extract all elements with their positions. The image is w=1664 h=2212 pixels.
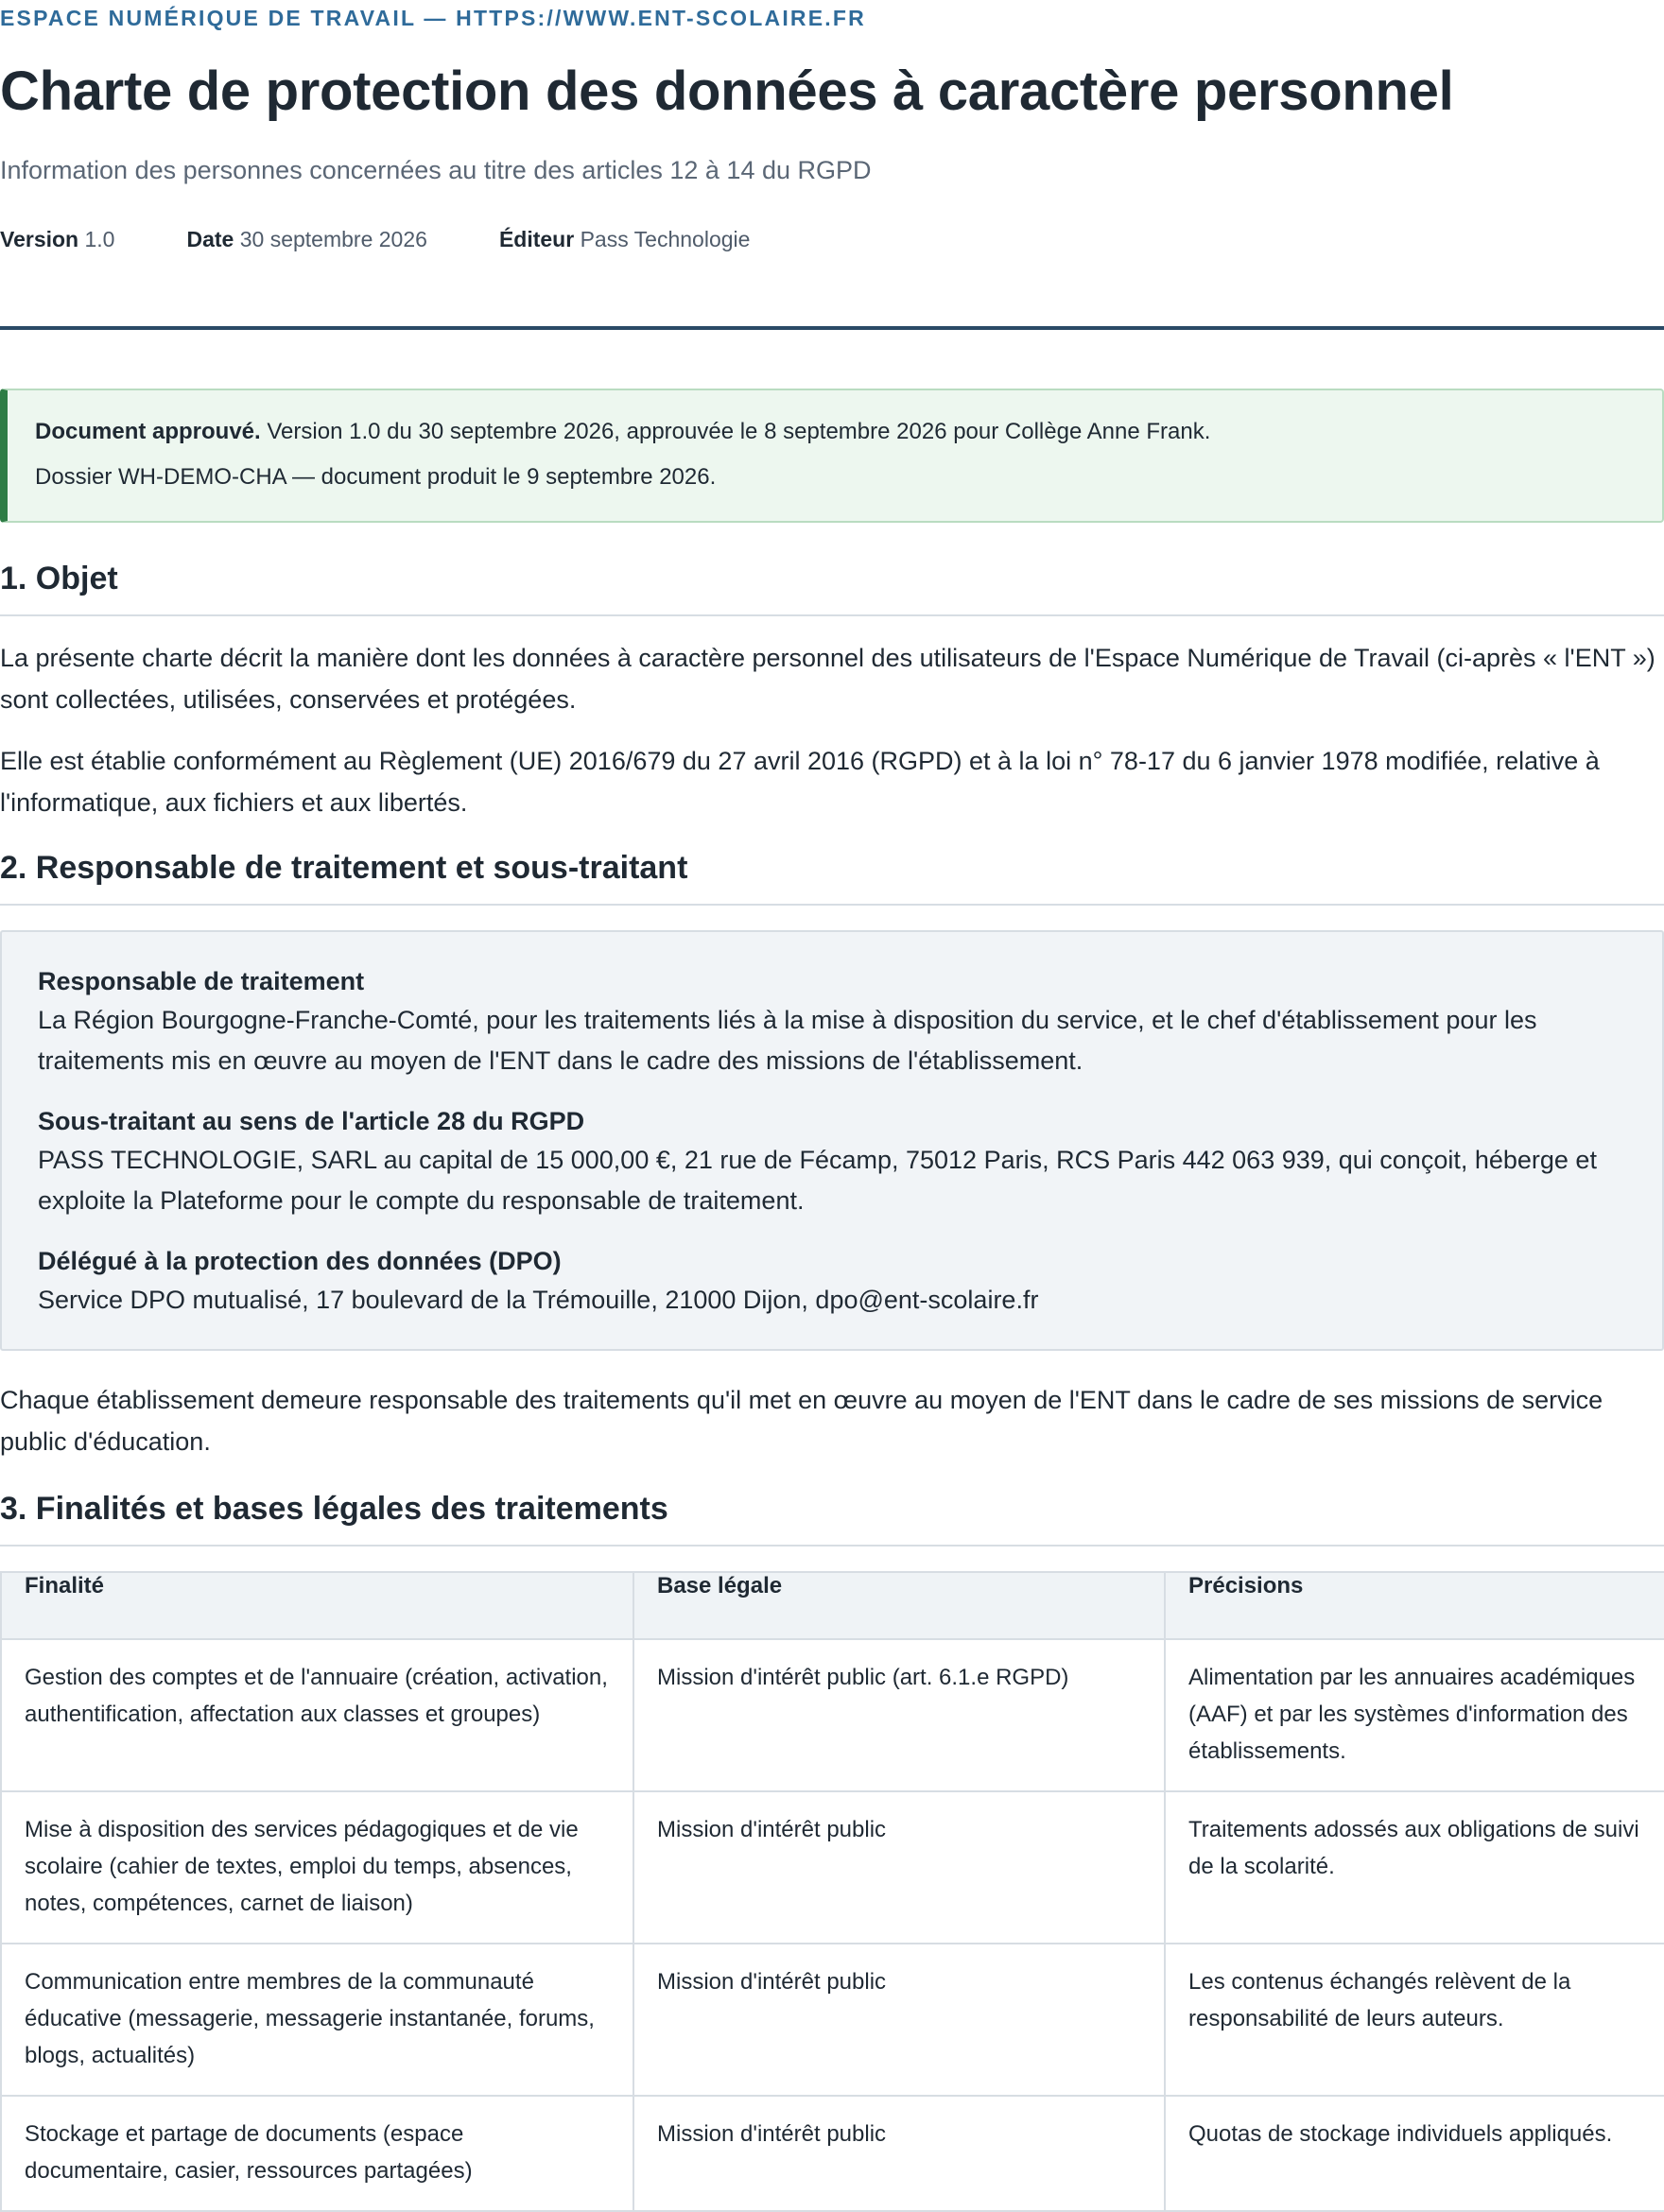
table-cell: Quotas de stockage individuels appliqués. (1165, 2096, 1664, 2211)
table-cell: Mission d'intérêt public (art. 6.1.e RGPD) (633, 1639, 1165, 1791)
notice-line-1-text: Version 1.0 du 30 septembre 2026, approuvée le 8 septembre 2026 pour Collège Anne Frank. (260, 418, 1211, 444)
notice-line-2: Dossier WH-DEMO-CHA — document produit le 9 septembre 2026. (35, 463, 717, 490)
section-title-finalites: 3. Finalités et bases légales des traitements (0, 1491, 1664, 1547)
box-block-title: Délégué à la protection des données (DPO) (38, 1246, 562, 1275)
table-cell: Stockage et partage de documents (espace documentaire, casier, ressources partagées) (1, 2096, 633, 2211)
meta-date (186, 227, 426, 253)
table-row (1, 1791, 1664, 1944)
meta-editor (499, 227, 751, 253)
box-block-title: Responsable de traitement (38, 966, 365, 995)
document-meta (0, 227, 1664, 253)
objet-paragraph-2: Elle est établie conformément au Règlement (UE) 2016/679 du 27 avril 2016 (RGPD) et à la loi n° 78-17 du 6 janvier 1978 modifiée, relative à l'informatique, aux fichiers et aux libertés. (0, 746, 1600, 817)
box-block-sous-traitant (38, 1102, 1626, 1221)
column-header-finalite: Finalité (1, 1572, 633, 1639)
table-cell: Traitements adossés aux obligations de suivi de la scolarité. (1165, 1791, 1664, 1944)
notice-line-1 (35, 409, 1634, 455)
table-row (1, 1639, 1664, 1791)
table-row (1, 1944, 1664, 2096)
site-kicker: ESPACE NUMÉRIQUE DE TRAVAIL — HTTPS://WWW.ENT-SCOLAIRE.FR (0, 6, 866, 30)
section-title-responsable: 2. Responsable de traitement et sous-traitant (0, 850, 1664, 906)
box-block-text: Service DPO mutualisé, 17 boulevard de la Trémouille, 21000 Dijon, dpo@ent-scolaire.fr (38, 1285, 1039, 1314)
notice-strong: Document approuvé. (35, 418, 261, 444)
table-cell: Alimentation par les annuaires académiques (AAF) et par les systèmes d'information des établissements. (1165, 1639, 1664, 1791)
box-block-title: Sous-traitant au sens de l'article 28 du RGPD (38, 1106, 585, 1135)
finalites-table (0, 1571, 1664, 2212)
responsable-paragraph: Chaque établissement demeure responsable des traitements qu'il met en œuvre au moyen de l'ENT dans le cadre de ses missions de service public d'éducation. (0, 1385, 1603, 1456)
table-cell: Les contenus échangés relèvent de la responsabilité de leurs auteurs. (1165, 1944, 1664, 2096)
table-cell: Mission d'intérêt public (633, 1791, 1165, 1944)
table-cell: Mission d'intérêt public (633, 1944, 1165, 2096)
table-row (1, 2096, 1664, 2211)
page-subtitle: Information des personnes concernées au titre des articles 12 à 14 du RGPD (0, 156, 872, 184)
meta-date-label: Date (186, 227, 234, 252)
box-block-text: La Région Bourgogne-Franche-Comté, pour les traitements liés à la mise à disposition du service, et le chef d'établissement pour les traitements mis en œuvre au moyen de l'ENT dans le cadre des missions de l'établissement. (38, 1005, 1537, 1075)
meta-date-value: 30 septembre 2026 (239, 227, 427, 252)
column-header-base-legale: Base légale (633, 1572, 1165, 1639)
table-cell: Gestion des comptes et de l'annuaire (création, activation, authentification, affectation aux classes et groupes) (1, 1639, 633, 1791)
table-cell: Mise à disposition des services pédagogiques et de vie scolaire (cahier de textes, emploi du temps, absences, notes, compétences, carnet de liaison) (1, 1791, 633, 1944)
column-header-precisions: Précisions (1165, 1572, 1664, 1639)
meta-editor-label: Éditeur (498, 227, 575, 252)
box-block-text: PASS TECHNOLOGIE, SARL au capital de 15 000,00 €, 21 rue de Fécamp, 75012 Paris, RCS Paris 442 063 939, qui conçoit, héberge et exploite la Plateforme pour le compte du responsable de traitement. (38, 1145, 1597, 1215)
table-cell: Mission d'intérêt public (633, 2096, 1165, 2211)
meta-version-value: 1.0 (84, 227, 115, 252)
table-header-row (1, 1572, 1664, 1639)
meta-version (0, 227, 114, 253)
box-block-dpo (38, 1242, 1626, 1321)
section-title-objet: 1. Objet (0, 561, 1664, 616)
meta-editor-value: Pass Technologie (580, 227, 751, 252)
meta-version-label: Version (0, 227, 79, 252)
responsable-info-box (0, 930, 1664, 1351)
approval-notice (0, 389, 1664, 523)
box-block-responsable (38, 962, 1626, 1081)
objet-paragraph-1: La présente charte décrit la manière dont les données à caractère personnel des utilisateurs de l'Espace Numérique de Travail (ci-après « l'ENT ») sont collectées, utilisées, conservées et protégées. (0, 643, 1655, 714)
page-title: Charte de protection des données à caractère personnel (0, 60, 1454, 122)
table-cell: Communication entre membres de la communauté éducative (messagerie, messagerie instantanée, forums, blogs, actualités) (1, 1944, 633, 2096)
header-divider (0, 326, 1664, 330)
